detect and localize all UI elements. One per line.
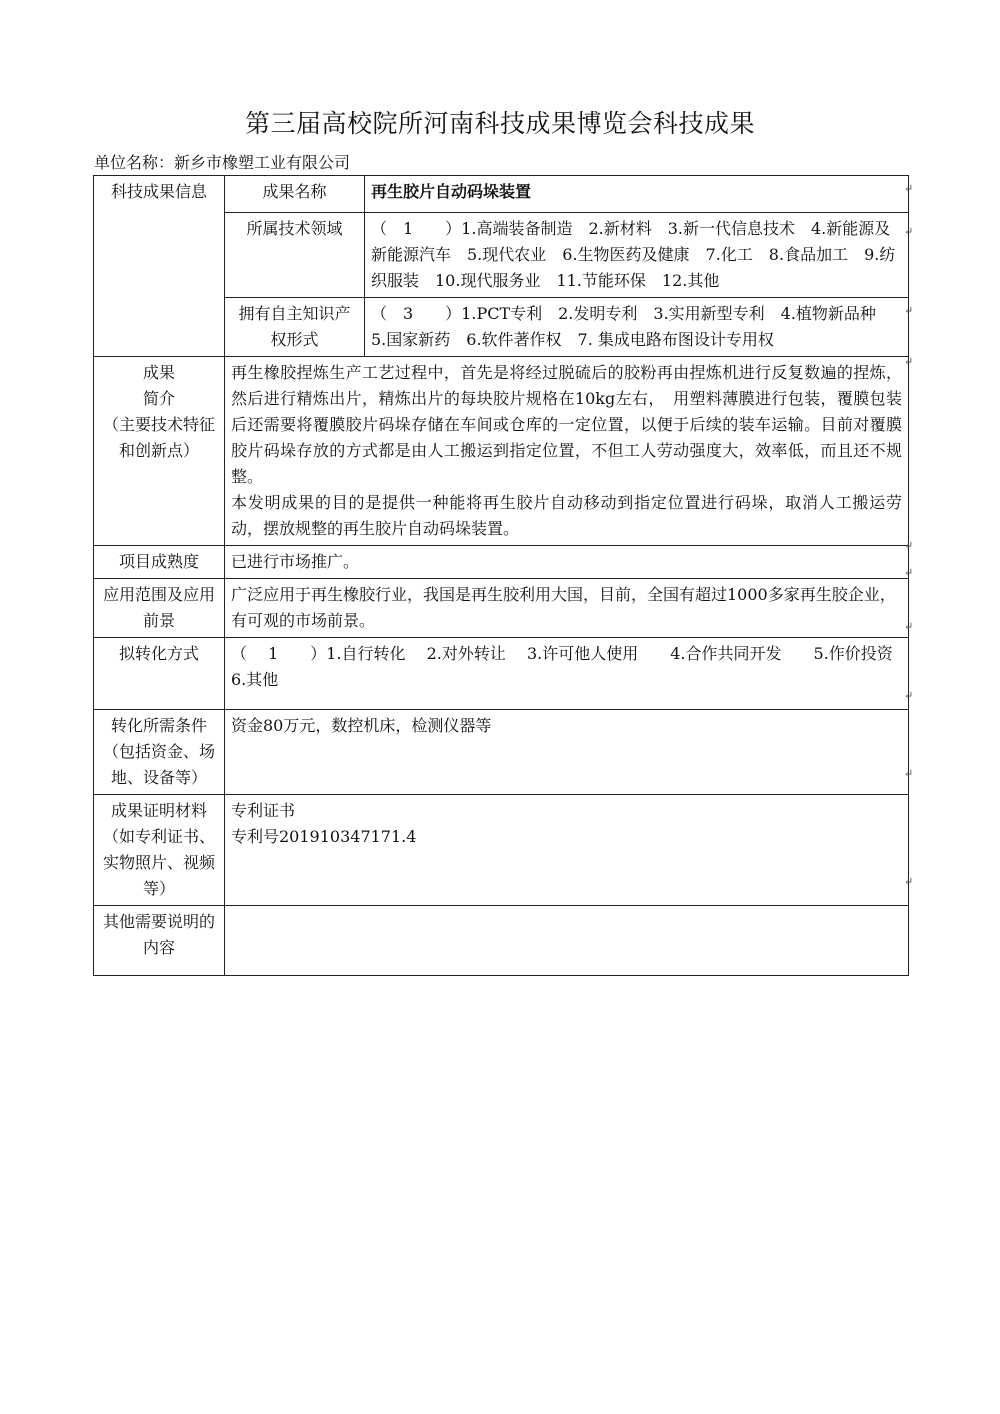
paragraph-mark-icon: ↵: [904, 767, 914, 780]
paragraph-mark-icon: ↵: [904, 539, 914, 552]
maturity-value: 已进行市场推广。: [225, 546, 909, 579]
achievement-name-value: 再生胶片自动码垛装置: [365, 176, 909, 213]
summary-label-line3: （主要技术特征和创新点）: [102, 415, 215, 460]
ip-form-value: （ 3 ）1.PCT专利 2.发明专利 3.实用新型专利 4.植物新品种 5.国家新药 6.软件著作权 7. 集成电路布图设计专用权: [365, 298, 909, 357]
summary-content: [225, 357, 909, 546]
paragraph-mark-icon: ↵: [904, 304, 914, 317]
tech-field-label: 所属技术领域: [225, 213, 365, 298]
proof-line-2: 专利号201910347171.4: [231, 827, 417, 846]
other-notes-value: [225, 906, 909, 976]
application-value: 广泛应用于再生橡胶行业，我国是再生胶利用大国，目前，全国有超过1000多家再生胶企业，有可观的市场前景。: [225, 579, 909, 638]
paragraph-mark-icon: ↵: [904, 689, 914, 702]
paragraph-mark-icon: ↵: [904, 182, 914, 195]
page-title: 第三届高校院所河南科技成果博览会科技成果: [244, 109, 755, 138]
proof-line-1: 专利证书: [231, 801, 296, 820]
application-label: 应用范围及应用前景: [94, 579, 225, 638]
other-notes-label: 其他需要说明的内容: [94, 906, 225, 976]
ip-form-label: 拥有自主知识产权形式: [225, 298, 365, 357]
paragraph-mark-icon: ↵: [904, 355, 914, 368]
summary-paragraph-2: 本发明成果的目的是提供一种能将再生胶片自动移动到指定位置进行码垛，取消人工搬运劳动，摆放规整的再生胶片自动码垛装置。: [231, 493, 902, 538]
paragraph-mark-icon: ↵: [904, 620, 914, 633]
summary-label: [94, 357, 225, 546]
conditions-label: 转化所需条件（包括资金、场地、设备等）: [94, 710, 225, 795]
summary-label-line1: 成果: [142, 363, 175, 382]
conditions-value: 资金80万元，数控机床，检测仪器等: [225, 710, 909, 795]
paragraph-mark-icon: ↵: [904, 225, 914, 238]
achievement-form-table: [93, 175, 914, 976]
paragraph-mark-icon: ↵: [904, 566, 914, 579]
maturity-label: 项目成熟度: [94, 546, 225, 579]
proof-content: [225, 795, 909, 906]
transfer-mode-label: 拟转化方式: [94, 638, 225, 710]
proof-label: 成果证明材料（如专利证书、实物照片、视频等）: [94, 795, 225, 906]
paragraph-mark-icon: ↵: [904, 875, 914, 888]
unit-name-line: 单位名称：新乡市橡塑工业有限公司: [94, 153, 351, 172]
tech-info-section-label: 科技成果信息: [94, 176, 225, 357]
summary-label-line2: 简介: [142, 389, 175, 408]
achievement-name-label: 成果名称: [225, 176, 365, 213]
transfer-mode-value: （ 1 ）1.自行转化 2.对外转让 3.许可他人使用 4.合作共同开发 5.作价投资 6.其他: [225, 638, 909, 710]
summary-paragraph-1: 再生橡胶捏炼生产工艺过程中，首先是将经过脱硫后的胶粉再由捏炼机进行反复数遍的捏炼，然后进行精炼出片，精炼出片的每块胶片规格在10kg左右， 用塑料薄膜进行包装，覆膜包装后还需要将覆膜胶片码垛存储在车间或仓库的一定位置，以便于后续的装车运输。目前对覆膜胶片码垛存放的方式都是由人工搬运到指定位置，不但工人劳动强度大，效率低，而且还不规整。: [231, 363, 902, 486]
tech-field-value: （ 1 ）1.高端装备制造 2.新材料 3.新一代信息技术 4.新能源及新能源汽车 5.现代农业 6.生物医药及健康 7.化工 8.食品加工 9.纺织服装 10.现代服务业 11.节能环保 12.其他: [365, 213, 909, 298]
